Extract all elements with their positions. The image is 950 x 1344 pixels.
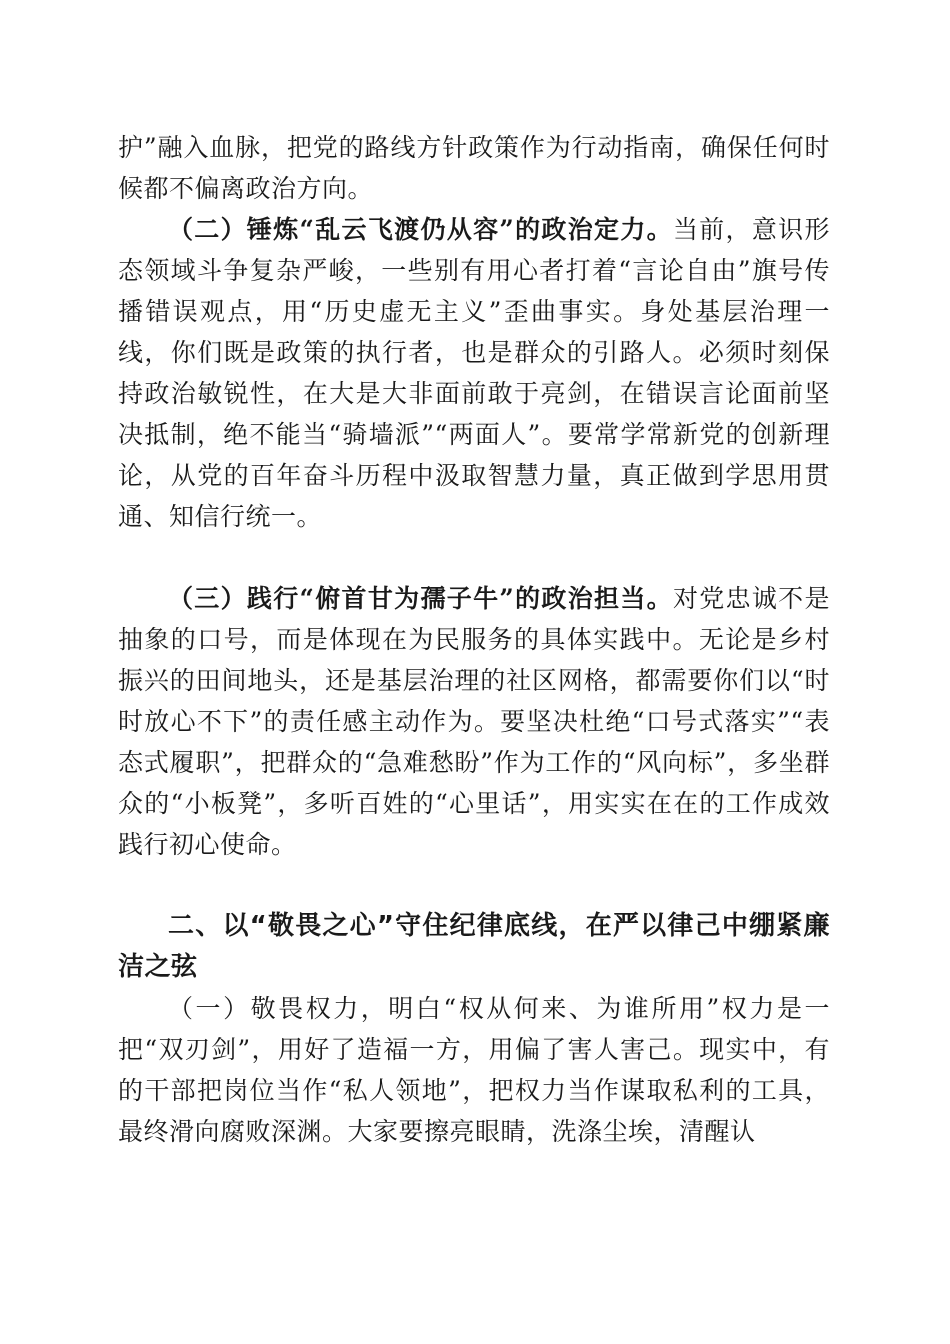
paragraph-political-responsibility [118, 578, 830, 865]
paragraph-body: （一）敬畏权力，明白“权从何来、为谁所用”权力是一把“双刃剑”，用好了造福一方，用偏了害人害己。现实中，有的干部把岗位当作“私人领地”，把权力当作谋取私利的工具，最终滑向腐败深渊。大家要擦亮眼睛，洗涤尘埃，清醒认 [118, 994, 830, 1146]
paragraph-continuation [118, 127, 830, 209]
paragraph-political-composure [118, 209, 830, 537]
paragraph-respect-power [118, 988, 830, 1152]
paragraph-body: 当前，意识形态领域斗争复杂严峻，一些别有用心者打着“言论自由”旗号传播错误观点，用“历史虚无主义”歪曲事实。身处基层治理一线，你们既是政策的执行者，也是群众的引路人。必须时刻保持政治敏锐性，在大是大非面前敢于亮剑，在错误言论面前坚决抵制，绝不能当“骑墙派”“两面人”。要常学常新党的创新理论，从党的百年奋斗历程中汲取智慧力量，真正做到学思用贯通、知信行统一。 [118, 215, 830, 531]
paragraph-lead: （三）践行“俯首甘为孺子牛”的政治担当。 [168, 584, 673, 613]
section-heading: 二、以“敬畏之心”守住纪律底线，在严以律己中绷紧廉洁之弦 [118, 911, 830, 982]
paragraph-body: 护”融入血脉，把党的路线方针政策作为行动指南，确保任何时候都不偏离政治方向。 [118, 133, 830, 203]
paragraph-body: 对党忠诚不是抽象的口号，而是体现在为民服务的具体实践中。无论是乡村振兴的田间地头，还是基层治理的社区网格，都需要你们以“时时放心不下”的责任感主动作为。要坚决杜绝“口号式落实”“表态式履职”，把群众的“急难愁盼”作为工作的“风向标”，多坐群众的“小板凳”，多听百姓的“心里话”，用实实在在的工作成效践行初心使命。 [118, 584, 830, 859]
paragraph-lead: （二）锤炼“乱云飞渡仍从容”的政治定力。 [168, 215, 673, 244]
